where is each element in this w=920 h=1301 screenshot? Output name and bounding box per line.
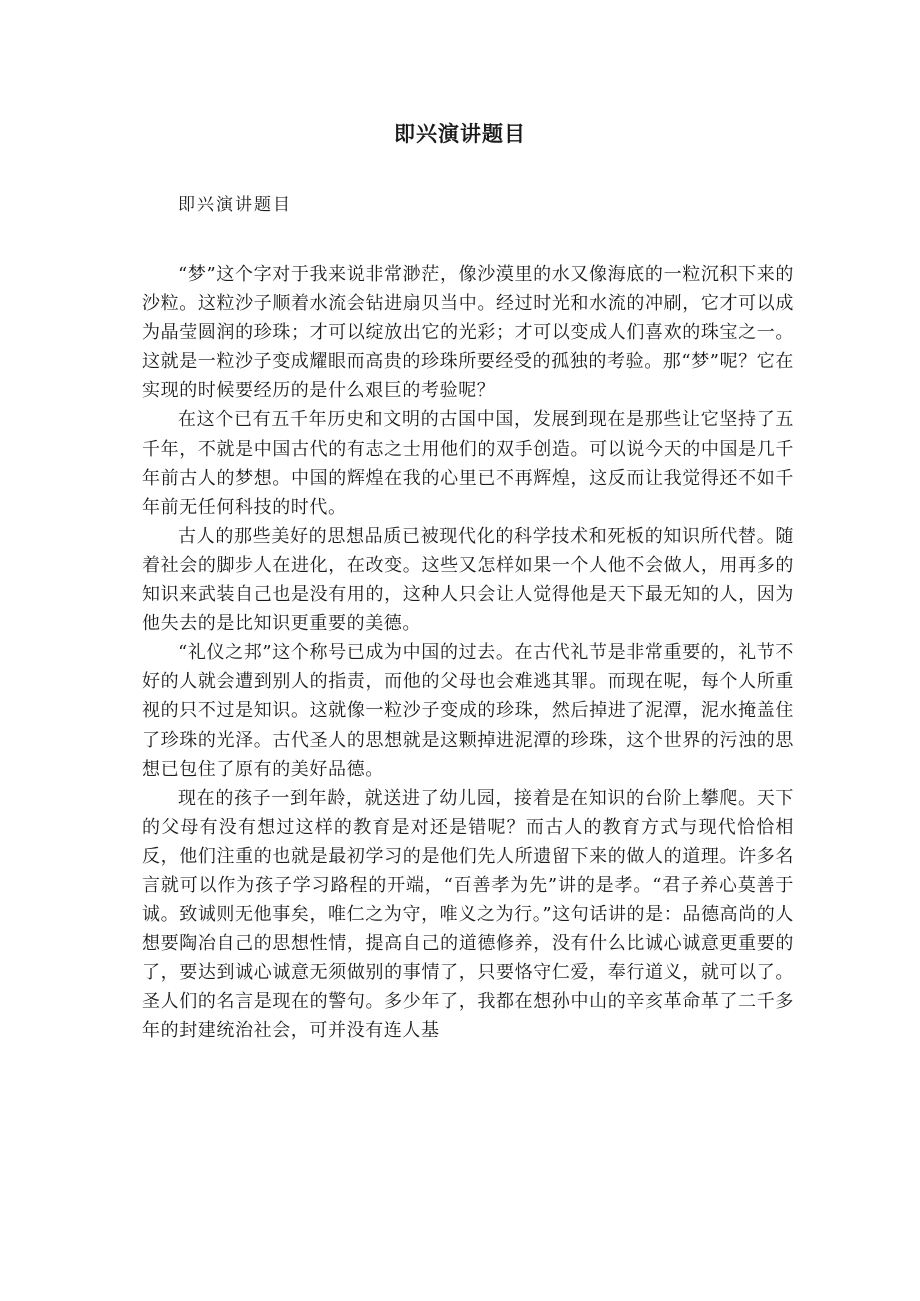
body-paragraph: 现在的孩子一到年龄，就送进了幼儿园，接着是在知识的台阶上攀爬。天下的父母有没有想过这样的教育是对还是错呢？而古人的教育方式与现代恰恰相反，他们注重的也就是最初学习的是他们先人所遗留下来的做人的道理。许多名言就可以作为孩子学习路程的开端，“百善孝为先”讲的是孝。“君子养心莫善于诚。致诚则无他事矣，唯仁之为守，唯义之为行。”这句话讲的是：品德高尚的人想要陶冶自己的思想性情，提高自己的道德修养，没有什么比诚心诚意更重要的了，要达到诚心诚意无须做别的事情了，只要恪守仁爱，奉行道义，就可以了。圣人们的名言是现在的警句。多少年了，我都在想孙中山的辛亥革命革了二千多年的封建统治社会，可并没有连人基 (142, 787, 794, 1042)
document-body (142, 260, 794, 1046)
body-paragraph: “梦”这个字对于我来说非常渺茫，像沙漠里的水又像海底的一粒沉积下来的沙粒。这粒沙子顺着水流会钻进扇贝当中。经过时光和水流的冲刷，它才可以成为晶莹圆润的珍珠；才可以绽放出它的光彩；才可以变成人们喜欢的珠宝之一。这就是一粒沙子变成耀眼而高贵的珍珠所要经受的孤独的考验。那“梦”呢？它在实现的时候要经历的是什么艰巨的考验呢？ (142, 264, 795, 402)
body-paragraph: 在这个已有五千年历史和文明的古国中国，发展到现在是那些让它坚持了五千年，不就是中国古代的有志之士用他们的双手创造。可以说今天的中国是几千年前古人的梦想。中国的辉煌在我的心里已不再辉煌，这反而让我觉得还不如千年前无任何科技的时代。 (142, 409, 794, 518)
body-paragraph: 古人的那些美好的思想品质已被现代化的科学技术和死板的知识所代替。随着社会的脚步人在进化，在改变。这些又怎样如果一个人他不会做人，用再多的知识来武装自己也是没有用的，这种人只会让人觉得他是天下最无知的人，因为他失去的是比知识更重要的美德。 (142, 525, 794, 635)
body-paragraph: “礼仪之邦”这个称号已成为中国的过去。在古代礼节是非常重要的，礼节不好的人就会遭到别人的指责，而他的父母也会难逃其罪。而现在呢，每个人所重视的只不过是知识。这就像一粒沙子变成的珍珠，然后掉进了泥潭，泥水掩盖住了珍珠的光泽。古代圣人的思想就是这颗掉进泥潭的珍珠，这个世界的污浊的思想已包住了原有的美好品德。 (142, 642, 794, 780)
document-subtitle: 即兴演讲题目 (178, 195, 292, 215)
document-title: 即兴演讲题目 (394, 122, 526, 146)
